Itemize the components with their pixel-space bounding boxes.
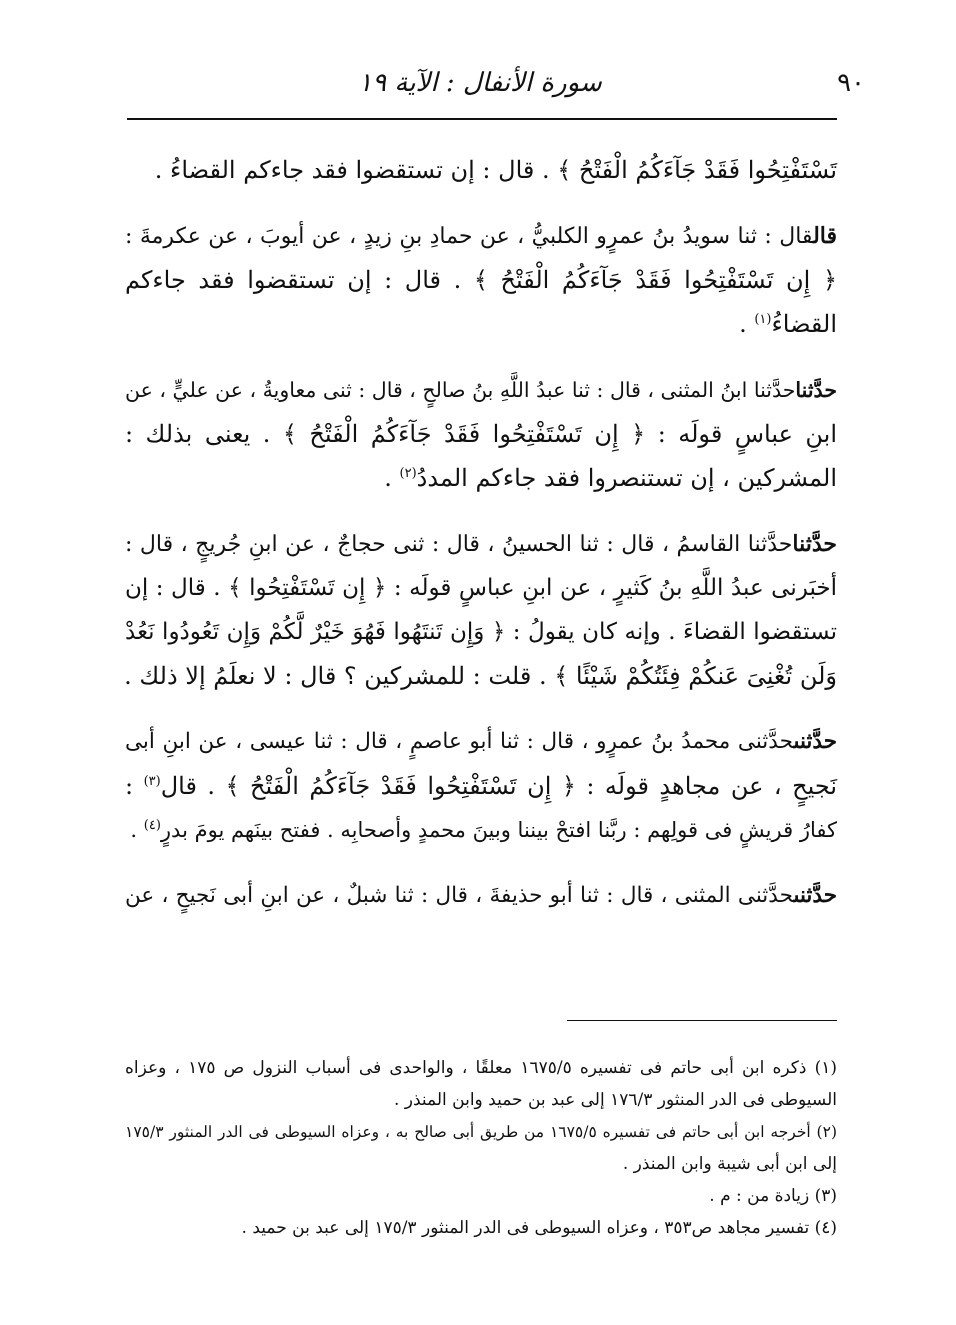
footnote-line: (٤) تفسير مجاهد ص٣٥٣ ، وعزاه السيوطى فى الدر المنثور ١٧٥/٣ إلى عبد بن حميد . [241, 1218, 837, 1238]
footnote-separator [567, 1020, 837, 1021]
footnote-line: إلى ابن أبى شيبة وابن المنذر . [622, 1154, 837, 1174]
text-line [125, 214, 837, 258]
footnote-line: (١) ذكره ابن أبى حاتم فى تفسيره ١٦٧٥/٥ معلقًا ، والواحدى فى أسباب النزول ص ١٧٥ ، وعزاه [125, 1058, 837, 1078]
narration-lead: حدَّثنا [792, 531, 837, 557]
narration-lead: قال [813, 223, 837, 249]
line-text: القضاءُ [771, 310, 837, 338]
text-line: وَلَن تُغْنِىَ عَنكُمْ فِئَتُكُمْ شَيْئًا ﴾ . قلت : للمشركين ؟ قال : لا نعلَمُ إلا ذلك . [124, 662, 837, 690]
line-rest: حدَّثنى محمدُ بنُ عمرٍو ، قال : ثنا أبو عاصمٍ ، قال : ثنا عيسى ، عن ابنِ أبى [125, 729, 794, 754]
text-line [125, 720, 837, 764]
text-line: تستقضوا القضاءَ . وإنه كان يقولُ : ﴿ وَإِن تَنتَهُوا فَهُوَ خَيْرٌ لَّكُمْ وَإِن تَعُودُوا نَعُدْ [125, 619, 837, 645]
footnote-ref-2: (٢) [399, 466, 417, 481]
footnotes [125, 1052, 837, 1244]
footnote-line: (٣) زيادة من : م . [709, 1186, 837, 1206]
header-rule [127, 118, 837, 120]
line-text: كفارُ قريشٍ فى قولِهم : ربَّنا افتحْ بيننا وبينَ محمدٍ وأصحابِه . ففتح بينَهم يومَ بدرٍ [160, 818, 837, 842]
paragraph [125, 720, 837, 852]
footnote-ref-4: (٤) [143, 818, 161, 833]
line-end: : [125, 772, 144, 800]
text-line: ابنِ عباسٍ قولَه : ﴿ إِن تَسْتَفْتِحُوا فَقَدْ جَآءَكُمُ الْفَتْحُ ﴾ . يعنى بذلك : [125, 420, 837, 448]
text-line [125, 302, 837, 346]
line-end: . [739, 310, 755, 338]
paragraph [125, 214, 837, 346]
footnote-line: (٢) أخرجه ابن أبى حاتم فى تفسيره ١٦٧٥/٥ من طريق أبى صالح به ، وعزاه السيوطى فى الدر المنثور ١٧٥/٣ [125, 1123, 837, 1141]
running-title: سورة الأنفال : الآية ١٩ [358, 68, 602, 98]
line-text: المشركين ، إن تستنصروا فقد جاءكم المددُ [416, 464, 837, 492]
paragraph [125, 148, 837, 192]
line-rest: حدَّثنا ابنُ المثنى ، قال : ثنا عبدُ اللَّهِ بنُ صالحٍ ، قال : ثنى معاويةُ ، عن عليٍّ ، عن [125, 378, 796, 402]
text-line [125, 874, 837, 918]
text-line [125, 368, 837, 412]
line-text: نَجيحٍ ، عن مجاهدٍ قولَه : ﴿ إِن تَسْتَفْتِحُوا فَقَدْ جَآءَكُمُ الْفَتْحُ ﴾ . قال [160, 772, 837, 800]
narration-lead: حدَّثنى [793, 729, 837, 754]
line-rest: حدَّثنا القاسمُ ، قال : ثنا الحسينُ ، قال : ثنى حجاجٌ ، عن ابنِ جُريجٍ ، قال : [125, 532, 793, 557]
text-line: أخبَرنى عبدُ اللَّهِ بنُ كَثيرٍ ، عن ابنِ عباسٍ قولَه : ﴿ إِن تَسْتَفْتِحُوا ﴾ . قال : إن [125, 575, 837, 601]
narration-lead: حدَّثنى [793, 883, 837, 908]
line-end: . [384, 464, 400, 492]
main-text [125, 148, 837, 940]
text-line: تَسْتَفْتِحُوا فَقَدْ جَآءَكُمُ الْفَتْحُ ﴾ . قال : إن تستقضوا فقد جاءكم القضاءُ . [154, 156, 837, 184]
text-line [125, 456, 837, 500]
footnote-line: السيوطى فى الدر المنثور ١٧٦/٣ إلى عبد بن حميد وابن المنذر . [393, 1090, 837, 1110]
line-rest: حدَّثنى المثنى ، قال : ثنا أبو حذيفةَ ، قال : ثنا شبلٌ ، عن ابنِ أبى نَجيحٍ ، عن [125, 883, 794, 908]
text-line [125, 808, 837, 852]
footnote-ref-3: (٣) [143, 774, 161, 789]
paragraph [125, 522, 837, 698]
footnote-ref-1: (١) [754, 312, 772, 327]
narration-lead: حدَّثنا [795, 378, 837, 402]
text-line [125, 764, 837, 808]
text-line: ﴿ إِن تَسْتَفْتِحُوا فَقَدْ جَآءَكُمُ الْفَتْحُ ﴾ . قال : إن تستقضوا فقد جاءكم [125, 266, 837, 294]
paragraph [125, 368, 837, 500]
line-rest: قال : ثنا سويدُ بنُ عمرٍو الكلبيُّ ، عن حمادِ بنِ زيدٍ ، عن أيوبَ ، عن عكرمةَ : [125, 224, 814, 249]
line-end: . [130, 818, 144, 842]
paragraph [125, 874, 837, 918]
page-number: ٩٠ [837, 68, 865, 98]
text-line [125, 522, 837, 566]
